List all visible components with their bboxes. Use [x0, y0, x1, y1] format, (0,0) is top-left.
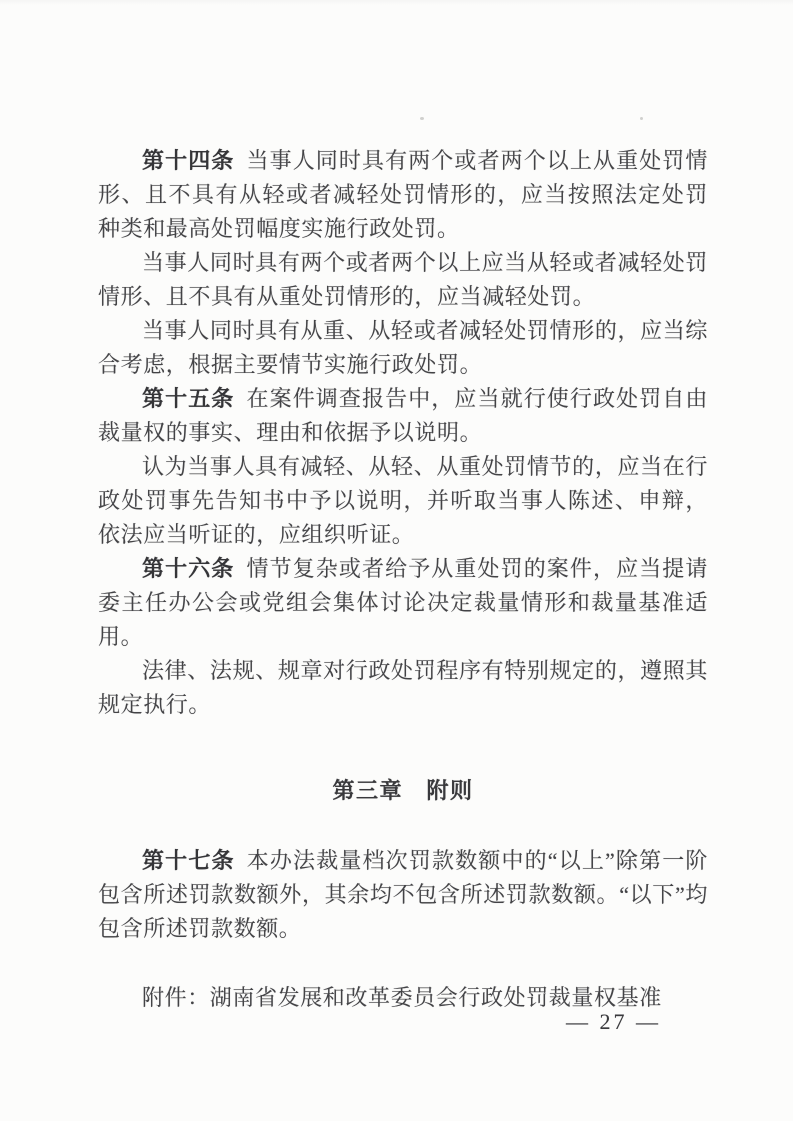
paragraph-article-14: [98, 144, 708, 246]
paragraph-article-15: [98, 382, 708, 450]
article-14-clause-2-text: 当事人同时具有两个或者两个以上应当从轻或者减轻处罚情形、且不具有从重处罚情形的，应当减轻处罚。: [98, 250, 708, 309]
article-17-number: 第十七条: [142, 848, 235, 873]
article-14-clause-3-text: 当事人同时具有从重、从轻或者减轻处罚情形的，应当综合考虑，根据主要情节实施行政处罚。: [98, 318, 708, 377]
attachment-line: 附件：湖南省发展和改革委员会行政处罚裁量权基准: [142, 985, 662, 1010]
paragraph-article-15-clause-2: [98, 450, 708, 552]
article-15-text: 在案件调查报告中，应当就行使行政处罚自由裁量权的事实、理由和依据予以说明。: [98, 386, 708, 445]
article-15-number: 第十五条: [142, 386, 235, 411]
article-17-text: 本办法裁量档次罚款数额中的“以上”除第一阶包含所述罚款数额外，其余均不包含所述罚款数额。“以下”均包含所述罚款数额。: [98, 848, 708, 941]
chapter-3-heading: 第三章 附则: [332, 778, 474, 803]
article-16-number: 第十六条: [142, 556, 235, 581]
page-number: — 27 —: [566, 1009, 661, 1034]
document-body: [98, 144, 708, 1015]
paragraph-article-16-clause-2: [98, 654, 708, 722]
paragraph-article-16: [98, 552, 708, 654]
article-15-clause-2-text: 认为当事人具有减轻、从轻、从重处罚情节的，应当在行政处罚事先告知书中予以说明，并听取当事人陈述、申辩，依法应当听证的，应组织听证。: [98, 454, 708, 547]
article-14-text: 当事人同时具有两个或者两个以上从重处罚情形、且不具有从轻或者减轻处罚情形的，应当按照法定处罚种类和最高处罚幅度实施行政处罚。: [98, 148, 708, 241]
scan-speck: [640, 117, 643, 120]
scan-speck: [420, 117, 424, 120]
paragraph-article-14-clause-2: [98, 246, 708, 314]
article-14-number: 第十四条: [142, 148, 235, 173]
article-16-text: 情节复杂或者给予从重处罚的案件，应当提请委主任办公会或党组会集体讨论决定裁量情形和裁量基准适用。: [98, 556, 708, 649]
article-16-clause-2-text: 法律、法规、规章对行政处罚程序有特别规定的，遵照其规定执行。: [98, 658, 708, 717]
paragraph-article-17: [98, 844, 708, 946]
paragraph-article-14-clause-3: [98, 314, 708, 382]
